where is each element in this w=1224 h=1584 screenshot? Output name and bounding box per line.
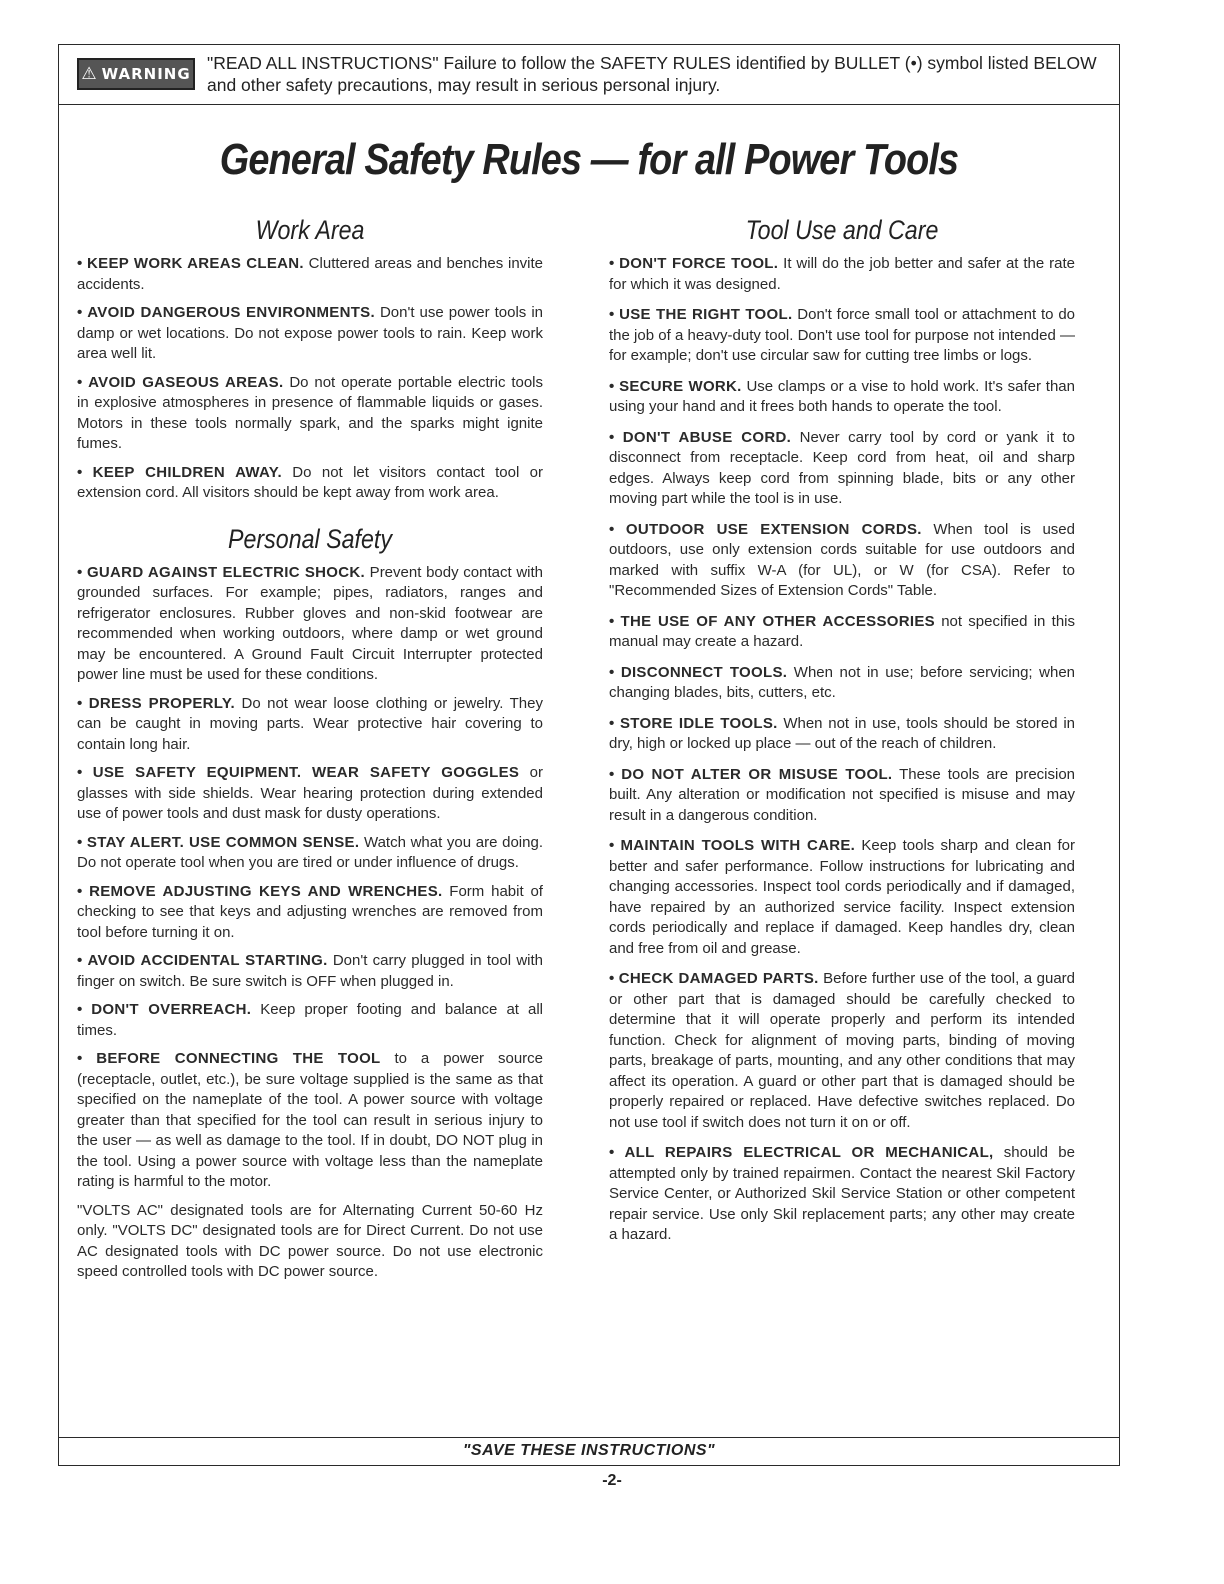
rule-item: • AVOID ACCIDENTAL STARTING. Don't carry plugged in tool with finger on switch. Be sure switch is OFF when plugged in. — [77, 952, 543, 990]
rule-item: • KEEP WORK AREAS CLEAN. Cluttered areas and benches invite accidents. — [77, 255, 544, 293]
personal-safety-heading: Personal Safety — [228, 523, 392, 554]
right-column — [609, 215, 1075, 1256]
rule-item: • USE SAFETY EQUIPMENT. WEAR SAFETY GOGGLES or glasses with side shields. Wear hearing protection during extended use of power tools and dust mask for dusty operations. — [77, 764, 543, 822]
work-area-heading: Work Area — [255, 215, 365, 245]
rule-item: • KEEP CHILDREN AWAY. Do not let visitors contact tool or extension cord. All visitors should be kept away from work area. — [77, 463, 543, 501]
rule-item: • AVOID GASEOUS AREAS. Do not operate portable electric tools in explosive atmospheres in presence of flammable liquids or gases. Motors in these tools normally spark, and the sparks might ignite fumes. — [77, 373, 544, 452]
rule-item: • STORE IDLE TOOLS. When not in use, tools should be stored in dry, high or locked up place — out of the reach of children. — [609, 714, 1075, 752]
tool-use-heading: Tool Use and Care — [745, 215, 939, 245]
rule-item: • OUTDOOR USE EXTENSION CORDS. When tool is used outdoors, use only extension cords suitable for use outdoors and marked with suffix W-A (for UL), or W (for CSA). Refer to "Recommended Sizes of Extension Cords" Table. — [609, 520, 1075, 599]
rule-item: • SECURE WORK. Use clamps or a vise to hold work. It's safer than using your hand and it frees both hands to operate the tool. — [609, 377, 1075, 415]
rule-item: • CHECK DAMAGED PARTS. Before further use of the tool, a guard or other part that is damaged should be carefully checked to determine that it will operate properly and perform its intended function. Check for alignment of moving parts, binding of moving parts, breakage of parts, mounting, and any other conditions that may affect its operation. A guard or other part that is damaged should be properly repaired or replaced. Have defective switches replaced. Do not use tool if switch does not turn it on or off. — [609, 970, 1076, 1131]
page-frame — [58, 44, 1120, 1466]
warning-text: "READ ALL INSTRUCTIONS" Failure to follow the SAFETY RULES identified by BULLET (•) symbol listed BELOW and other safety precautions, may result in serious personal injury. — [207, 53, 1097, 95]
left-column — [77, 215, 543, 1291]
rule-item: • DON'T OVERREACH. Keep proper footing and balance at all times. — [77, 1001, 543, 1039]
warning-triangle-icon: ⚠ — [81, 64, 98, 84]
rule-item: • GUARD AGAINST ELECTRIC SHOCK. Prevent body contact with grounded surfaces. For example; pipes, radiators, ranges and refrigerator enclosures. Rubber gloves and non-skid footwear are recommended when working outdoors, where damp or wet ground may be encountered. A Ground Fault Circuit Interrupter protected power line must be used for these conditions. — [77, 563, 544, 683]
rule-item: • BEFORE CONNECTING THE TOOL to a power source (receptacle, outlet, etc.), be sure voltage supplied is the same as that specified on the nameplate of the tool. A power source with voltage greater than that specified for the tool can result in serious injury to the user — as well as damage to the tool. If in doubt, DO NOT plug in the tool. Using a power source with voltage less than the nameplate rating is harmful to the motor. — [77, 1050, 543, 1190]
rule-item: • DO NOT ALTER OR MISUSE TOOL. These tools are precision built. Any alteration or modification not specified is misuse and may result in a dangerous condition. — [609, 765, 1076, 824]
volts-note: "VOLTS AC" designated tools are for Alternating Current 50-60 Hz only. "VOLTS DC" designated tools are for Direct Current. Do not use AC designated tools with DC power source. Do not use electronic speed controlled tools with DC power source. — [77, 1201, 543, 1280]
warning-bar — [59, 45, 1119, 105]
warning-badge — [77, 58, 195, 90]
save-instructions: "SAVE THESE INSTRUCTIONS" — [59, 1437, 1119, 1467]
rule-item: • ALL REPAIRS ELECTRICAL OR MECHANICAL, should be attempted only by trained repairmen. Contact the nearest Skil Factory Service Center, or Authorized Skil Service Station or other competent repair service. Use only Skil replacement parts; any other may create a hazard. — [609, 1144, 1075, 1243]
page-title: General Safety Rules — for all Power Tools — [219, 135, 959, 184]
rule-item: • DRESS PROPERLY. Do not wear loose clothing or jewelry. They can be caught in moving parts. Wear protective hair covering to contain long hair. — [77, 694, 543, 753]
rule-item: • DISCONNECT TOOLS. When not in use; before servicing; when changing blades, bits, cutters, etc. — [609, 663, 1076, 701]
rule-item: • AVOID DANGEROUS ENVIRONMENTS. Don't use power tools in damp or wet locations. Do not expose power tools to rain. Keep work area well lit. — [77, 304, 543, 362]
rule-item: • DON'T FORCE TOOL. It will do the job better and safer at the rate for which it was designed. — [609, 255, 1075, 293]
warning-badge-label: WARNING — [101, 65, 191, 83]
page-number: -2- — [602, 1472, 622, 1489]
rule-item: • THE USE OF ANY OTHER ACCESSORIES not specified in this manual may create a hazard. — [609, 612, 1075, 650]
rule-item: • STAY ALERT. USE COMMON SENSE. Watch what you are doing. Do not operate tool when you are tired or under influence of drugs. — [77, 833, 543, 871]
rule-item: • DON'T ABUSE CORD. Never carry tool by cord or yank it to disconnect from receptacle. Keep cord from heat, oil and sharp edges. Always keep cord from spinning blade, bits or any other moving part while the tool is in use. — [609, 428, 1076, 507]
rule-item: • USE THE RIGHT TOOL. Don't force small tool or attachment to do the job of a heavy-duty tool. Don't use tool for purpose not intended — for example; don't use circular saw for cutting tree limbs or logs. — [609, 306, 1076, 364]
rule-item: • MAINTAIN TOOLS WITH CARE. Keep tools sharp and clean for better and safer performance. Follow instructions for lubricating and changing accessories. Inspect tool cords periodically and if damaged, have repaired by an authorized service facility. Inspect extension cords periodically and replace if damaged. Keep handles dry, clean and free from oil and grease. — [609, 837, 1075, 957]
rule-item: • REMOVE ADJUSTING KEYS AND WRENCHES. Form habit of checking to see that keys and adjusting wrenches are removed from tool before turning it on. — [77, 882, 543, 941]
